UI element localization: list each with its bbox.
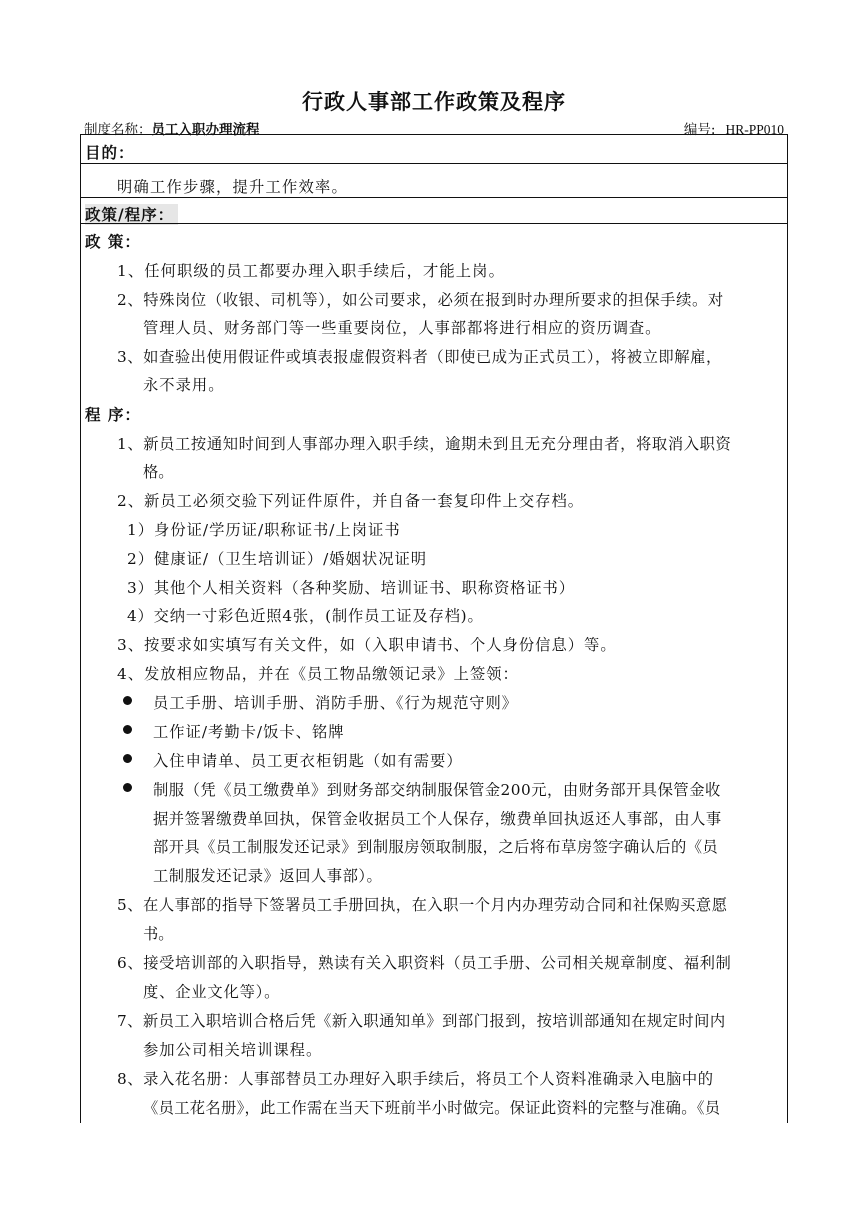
issued-item: 工作证/考勤卡/饭卡、铭牌 bbox=[153, 723, 345, 741]
procedure-subitem: 2）健康证/（卫生培训证）/婚姻状况证明 bbox=[127, 550, 428, 568]
procedure-line: 书。 bbox=[143, 925, 174, 943]
bullet-icon bbox=[123, 783, 132, 792]
policy-heading: 政 策： bbox=[85, 232, 141, 251]
policy-table bbox=[80, 134, 788, 1123]
procedure-heading: 程 序： bbox=[85, 405, 141, 424]
procedure-line: 6、接受培训部的入职指导，熟读有关入职资料（员工手册、公司相关规章制度、福利制 bbox=[117, 954, 732, 972]
procedure-line: 3、按要求如实填写有关文件，如（入职申请书、个人身份信息）等。 bbox=[117, 636, 617, 654]
policy-procedure-heading: 政策/程序： bbox=[85, 203, 178, 225]
bullet-icon bbox=[123, 696, 132, 705]
procedure-line: 8、录入花名册：人事部替员工办理好入职手续后，将员工个人资料准确录入电脑中的 bbox=[117, 1070, 714, 1088]
procedure-line: 参加公司相关培训课程。 bbox=[143, 1041, 323, 1059]
procedure-line: 4、发放相应物品，并在《员工物品缴领记录》上签领： bbox=[117, 665, 519, 683]
document-code: HR-PP010 bbox=[725, 122, 784, 137]
issued-item-continued: 工制服发还记录》返回人事部）。 bbox=[153, 867, 383, 885]
policy-line: 2、特殊岗位（收银、司机等），如公司要求，必须在报到时办理所要求的担保手续。对 bbox=[117, 291, 724, 309]
procedure-line: 5、在人事部的指导下签署员工手册回执，在入职一个月内办理劳动合同和社保购买意愿 bbox=[117, 896, 728, 914]
procedure-subitem: 4）交纳一寸彩色近照4张，(制作员工证及存档)。 bbox=[127, 607, 484, 625]
procedure-line: 1、新员工按通知时间到人事部办理入职手续，逾期未到且无充分理由者，将取消入职资 bbox=[117, 435, 732, 453]
purpose-text: 明确工作步骤，提升工作效率。 bbox=[117, 178, 348, 196]
bullet-icon bbox=[123, 725, 132, 734]
divider bbox=[81, 223, 787, 224]
procedure-line: 7、新员工入职培训合格后凭《新入职通知单》到部门报到，按培训部通知在规定时间内 bbox=[117, 1012, 726, 1030]
issued-item-continued: 部开具《员工制服发还记录》到制服房领取制服，之后将布草房签字确认后的《员 bbox=[153, 838, 719, 856]
issued-item: 员工手册、培训手册、消防手册、《行为规范守则》 bbox=[153, 694, 518, 712]
issued-item-continued: 据并签署缴费单回执，保管金收据员工个人保存，缴费单回执返还人事部，由人事 bbox=[153, 810, 722, 828]
issued-item: 制服（凭《员工缴费单》到财务部交纳制服保管金200元，由财务部开具保管金收 bbox=[153, 781, 721, 799]
procedure-line: 格。 bbox=[143, 463, 174, 481]
policy-name-label: 制度名称： bbox=[84, 122, 152, 138]
purpose-heading: 目的： bbox=[85, 143, 135, 162]
divider bbox=[81, 197, 787, 198]
policy-line: 3、如查验出使用假证件或填表报虚假资料者（即使已成为正式员工），将被立即解雇， bbox=[117, 348, 722, 366]
document-meta bbox=[84, 118, 784, 138]
procedure-line: 2、新员工必须交验下列证件原件，并自备一套复印件上交存档。 bbox=[117, 492, 585, 510]
procedure-subitem: 3）其他个人相关资料（各种奖励、培训证书、职称资格证书） bbox=[127, 579, 575, 597]
procedure-subitem: 1）身份证/学历证/职称证书/上岗证书 bbox=[127, 521, 401, 539]
policy-line: 1、任何职级的员工都要办理入职手续后，才能上岗。 bbox=[117, 262, 505, 280]
code-label: 编号: bbox=[683, 122, 716, 138]
procedure-line: 《员工花名册》，此工作需在当天下班前半小时做完。保证此资料的完整与准确。《员 bbox=[143, 1099, 721, 1117]
policy-name: 员工入职办理流程 bbox=[151, 122, 260, 138]
procedure-line: 度、企业文化等）。 bbox=[143, 983, 281, 1001]
bullet-icon bbox=[123, 754, 132, 763]
divider bbox=[81, 163, 787, 164]
document-title: 行政人事部工作政策及程序 bbox=[302, 89, 566, 114]
issued-item: 入住申请单、员工更衣柜钥匙（如有需要） bbox=[153, 752, 463, 770]
policy-line: 管理人员、财务部门等一些重要岗位，人事部都将进行相应的资历调查。 bbox=[143, 319, 662, 337]
policy-line: 永不录用。 bbox=[143, 376, 225, 394]
